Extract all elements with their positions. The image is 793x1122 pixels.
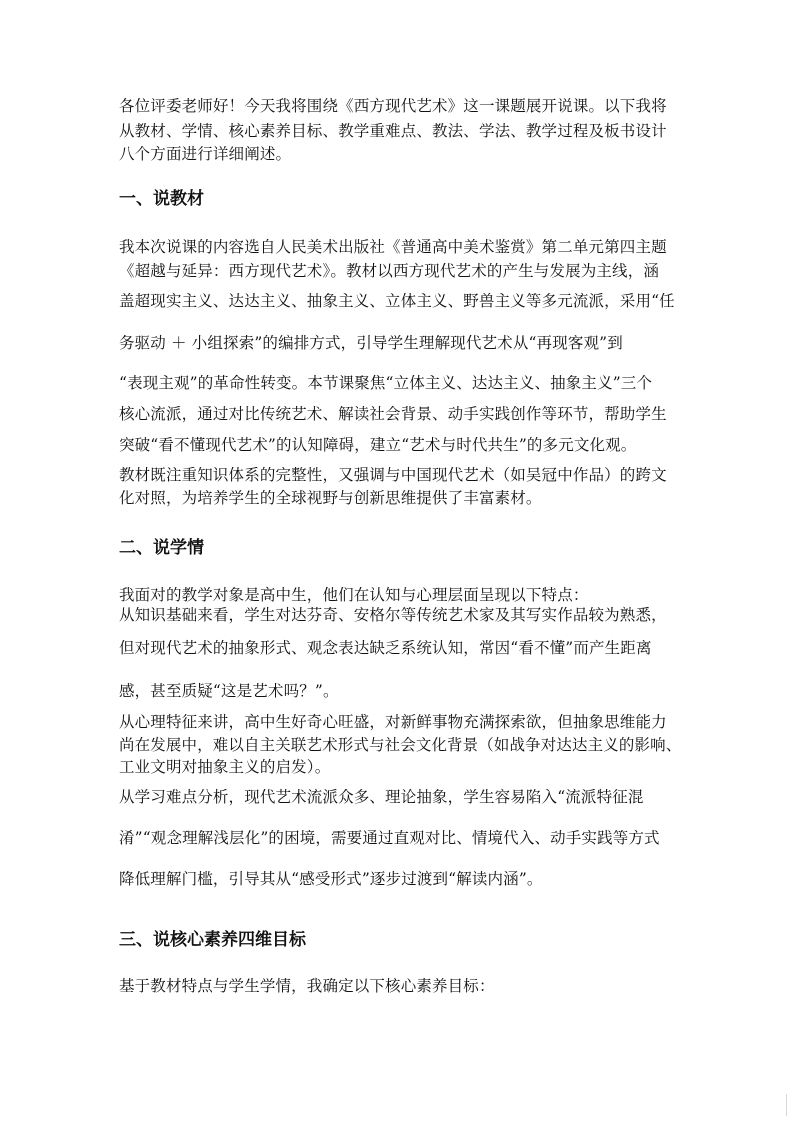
section-heading-textbook: 一、说教材 (119, 189, 204, 209)
section2-line-4: 感，甚至质疑“这是艺术吗？”。 (119, 682, 339, 700)
section1-line-6: 核心流派，通过对比传统艺术、解读社会背景、动手实践创作等环节，帮助学生 (119, 405, 667, 423)
intro-line-2: 从教材、学情、核心素养目标、教学重难点、教法、学法、教学过程及板书设计 (119, 122, 667, 140)
section3-line-1: 基于教材特点与学生学情，我确定以下核心素养目标： (119, 977, 495, 995)
section1-line-1: 我本次说课的内容选自人民美术出版社《普通高中美术鉴赏》第二单元第四主题 (119, 238, 667, 256)
section1-line-8: 教材既注重知识体系的完整性，又强调与中国现代艺术（如吴冠中作品）的跨文 (119, 466, 667, 484)
section2-line-1: 我面对的教学对象是高中生，他们在认知与心理层面呈现以下特点： (119, 586, 589, 604)
section1-line-3: 盖超现实主义、达达主义、抽象主义、立体主义、野兽主义等多元流派，采用“任 (119, 292, 675, 310)
section1-line-9: 化对照，为培养学生的全球视野与创新思维提供了丰富素材。 (119, 489, 542, 507)
section1-line-2: 《超越与延异：西方现代艺术》。教材以西方现代艺术的产生与发展为主线，涵 (119, 262, 660, 280)
section2-line-5: 从心理特征来讲，高中生好奇心旺盛，对新鲜事物充满探索欲，但抽象思维能力 (119, 713, 667, 731)
page-edge-mark (780, 1094, 787, 1116)
section2-line-10: 降低理解门槛，引导其从“感受形式”逐步过渡到“解读内涵”。 (119, 870, 543, 888)
section1-line-5: “表现主观”的革命性转变。本节课聚焦“立体主义、达达主义、抽象主义”三个 (119, 374, 653, 392)
section1-line-7: 突破“看不懂现代艺术”的认知障碍，建立“艺术与时代共生”的多元文化观。 (119, 436, 637, 454)
intro-line-1: 各位评委老师好！今天我将围绕《西方现代艺术》这一课题展开说课。以下我将 (119, 97, 667, 115)
intro-line-3: 八个方面进行详细阐述。 (119, 145, 292, 163)
section1-line-4: 务驱动 ＋ 小组探索”的编排方式，引导学生理解现代艺术从“再现客观”到 (119, 334, 623, 352)
section2-line-9: 淆”“观念理解浅层化”的困境，需要通过直观对比、情境代入、动手实践等方式 (119, 829, 660, 847)
section2-line-7: 工业文明对抽象主义的启发）。 (119, 758, 331, 776)
section2-line-8: 从学习难点分析，现代艺术流派众多、理论抽象，学生容易陷入“流派特征混 (119, 788, 644, 806)
section2-line-6: 尚在发展中，难以自主关联艺术形式与社会文化背景（如战争对达达主义的影响、 (119, 736, 682, 754)
section2-line-2: 从知识基础来看，学生对达芬奇、安格尔等传统艺术家及其写实作品较为熟悉， (119, 606, 667, 624)
section2-line-3: 但对现代艺术的抽象形式、观念表达缺乏系统认知，常因“看不懂”而产生距离 (119, 639, 652, 657)
section-heading-core-literacy: 三、说核心素养四维目标 (119, 930, 306, 950)
section-heading-learners: 二、说学情 (119, 538, 204, 558)
